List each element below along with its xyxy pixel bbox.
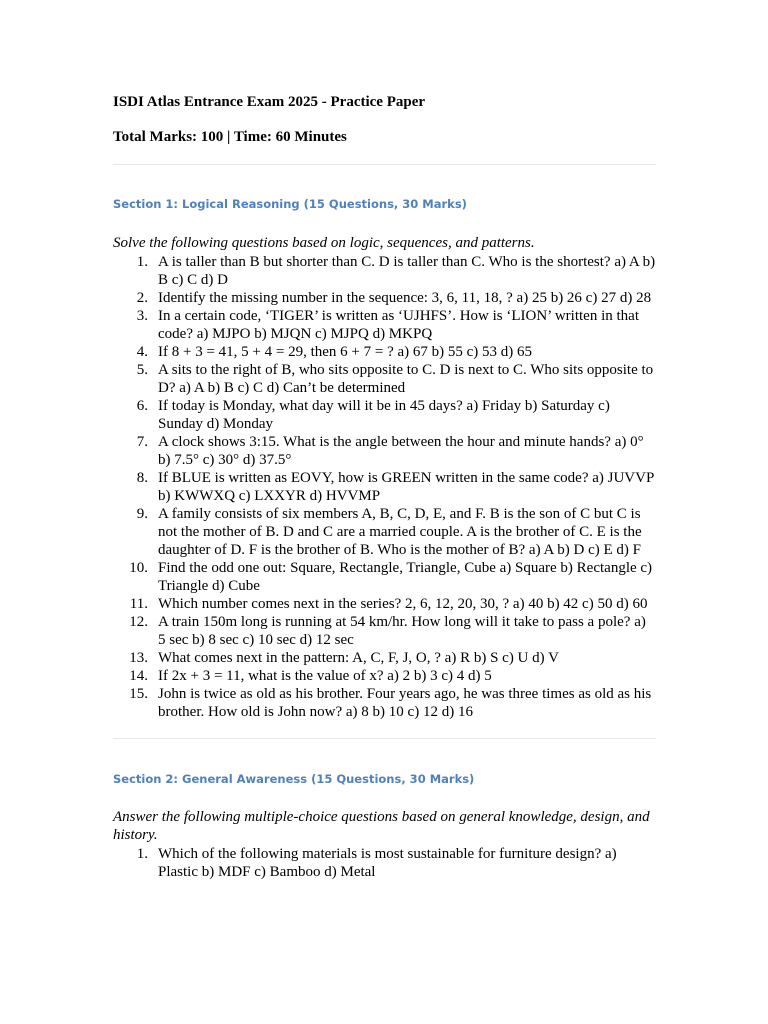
section-heading: Section 1: Logical Reasoning (15 Questions, 30 Marks) [113,197,467,211]
question-item [113,595,656,613]
question-text: If 2x + 3 = 11, what is the value of x? a) 2 b) 3 c) 4 d) 5 [158,667,492,684]
question-item [113,685,656,721]
question-text: A is taller than B but shorter than C. D is taller than C. Who is the shortest? a) A b) B c) C d) D [158,253,656,288]
question-text: A sits to the right of B, who sits opposite to C. D is next to C. Who sits opposite to D? a) A b) B c) C d) Can’t be determined [158,361,654,396]
question-item [113,845,656,881]
question-text: What comes next in the pattern: A, C, F, J, O, ? a) R b) S c) U d) V [158,649,559,666]
question-number: 2. [136,289,148,306]
question-item [113,559,656,595]
question-item [113,361,656,397]
question-item [113,433,656,469]
section-1 [113,196,656,721]
section-divider [113,738,656,739]
document-page [113,92,656,881]
question-item [113,469,656,505]
question-number: 11. [129,595,148,612]
question-item [113,289,656,307]
question-list [113,253,656,721]
question-item [113,343,656,361]
question-text: Identify the missing number in the sequence: 3, 6, 11, 18, ? a) 25 b) 26 c) 27 d) 28 [158,289,652,306]
question-number: 10. [129,559,148,576]
question-text: John is twice as old as his brother. Four years ago, he was three times as old as his brother. How old is John now? a) 8 b) 10 c) 12 d) 16 [158,685,652,720]
question-number: 15. [129,685,148,702]
question-item [113,613,656,649]
question-number: 9. [136,505,148,522]
question-text: If BLUE is written as EOVY, how is GREEN written in the same code? a) JUVVP b) KWWXQ c) LXXYR d) HVVMP [158,469,654,504]
question-number: 8. [136,469,148,486]
question-item [113,307,656,343]
question-number: 13. [129,649,148,666]
question-item [113,667,656,685]
question-number: 12. [129,613,148,630]
marks-time-line: Total Marks: 100 | Time: 60 Minutes [113,129,347,145]
question-item [113,649,656,667]
question-text: If today is Monday, what day will it be in 45 days? a) Friday b) Saturday c) Sunday d) Monday [158,397,610,432]
question-text: In a certain code, ‘TIGER’ is written as ‘UJHFS’. How is ‘LION’ written in that code? a) MJPO b) MJQN c) MJPQ d) MKPQ [158,307,639,342]
question-text: A train 150m long is running at 54 km/hr. How long will it take to pass a pole? a) 5 sec b) 8 sec c) 10 sec d) 12 sec [158,613,646,648]
question-number: 6. [136,397,148,414]
question-number: 14. [129,667,148,684]
question-list [113,845,656,881]
section-2 [113,771,656,881]
question-text: Which of the following materials is most sustainable for furniture design? a) Plastic b) MDF c) Bamboo d) Metal [158,845,617,880]
question-item [113,397,656,433]
question-number: 3. [136,307,148,324]
question-number: 1. [136,253,148,270]
question-item [113,253,656,289]
question-number: 1. [136,845,148,862]
section-divider [113,164,656,165]
question-number: 4. [136,343,148,360]
section-intro: Solve the following questions based on logic, sequences, and patterns. [113,235,535,251]
question-item [113,505,656,559]
question-number: 5. [136,361,148,378]
section-intro: Answer the following multiple-choice questions based on general knowledge, design, and history. [113,808,650,843]
document-title: ISDI Atlas Entrance Exam 2025 - Practice Paper [113,94,426,110]
question-text: If 8 + 3 = 41, 5 + 4 = 29, then 6 + 7 = ? a) 67 b) 55 c) 53 d) 65 [158,343,533,360]
question-number: 7. [136,433,148,450]
question-text: A clock shows 3:15. What is the angle between the hour and minute hands? a) 0° b) 7.5° c) 30° d) 37.5° [158,433,644,468]
section-heading: Section 2: General Awareness (15 Questions, 30 Marks) [113,771,475,786]
question-text: Find the odd one out: Square, Rectangle, Triangle, Cube a) Square b) Rectangle c) Triangle d) Cube [158,559,653,594]
question-text: Which number comes next in the series? 2, 6, 12, 20, 30, ? a) 40 b) 42 c) 50 d) 60 [158,595,648,612]
question-text: A family consists of six members A, B, C, D, E, and F. B is the son of C but C is not the mother of B. D and C are a married couple. A is the brother of C. E is the daughter of D. F is the brother of B. Who is the mother of B? a) A b) D c) E d) F [158,505,642,558]
